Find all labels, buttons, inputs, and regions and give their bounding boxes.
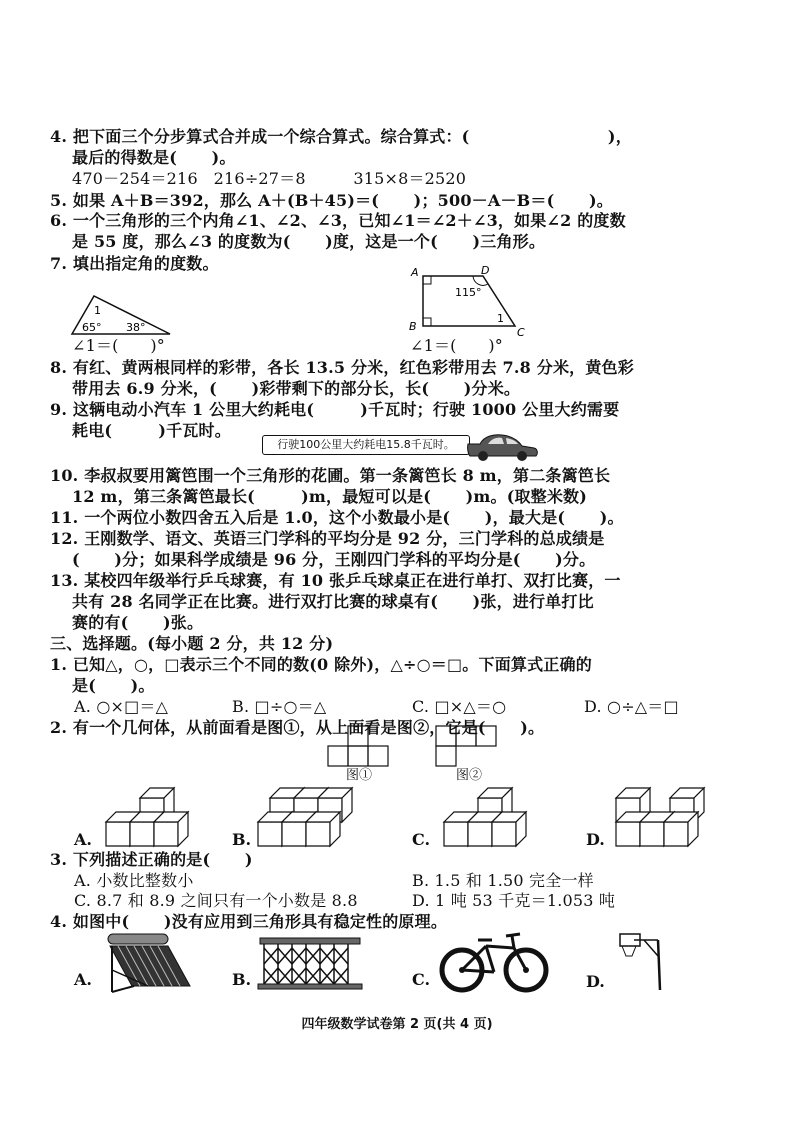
c2-label-a: A. (74, 830, 92, 849)
c4-label-c: C. (412, 970, 431, 989)
c3-option-b: B. 1.5 和 1.50 完全一样 (412, 871, 594, 890)
q13-line3: 赛的有( )张。 (72, 613, 204, 632)
q4-line1: 4. 把下面三个分步算式合并成一个综合算式。综合算式：( )， (50, 127, 632, 146)
folding-gate-icon (256, 934, 366, 994)
c2-label-b: B. (232, 830, 252, 849)
q10-line1: 10. 李叔叔要用篱笆围一个三角形的花圃。第一条篱笆长 8 m，第二条篱笆长 (50, 466, 611, 485)
figure-1-caption: 图① (346, 768, 373, 783)
car-icon (466, 432, 540, 462)
basketball-hoop-icon (614, 930, 674, 994)
triangle-figure (62, 290, 182, 340)
c1-option-d: D. ○÷△＝□ (584, 697, 679, 716)
angle-d-label: 115° (455, 286, 482, 299)
q9-line2: 耗电( )千瓦时。 (72, 421, 231, 440)
top-view-figure (434, 724, 504, 768)
c2-label-d: D. (586, 830, 605, 849)
c3-option-a: A. 小数比整数小 (74, 871, 194, 890)
c1-option-a: A. ○×□＝△ (74, 697, 169, 716)
bicycle-icon (438, 930, 550, 994)
c3-line1: 3. 下列描述正确的是( ) (50, 850, 253, 869)
speech-bubble: 行驶100公里大约耗电15.8千瓦时。 (262, 435, 470, 455)
section-3-title: 三、选择题。(每小题 2 分，共 12 分) (50, 634, 334, 653)
c4-label-a: A. (74, 970, 92, 989)
c1-line2: 是( )。 (72, 676, 155, 695)
figure-2-caption: 图② (456, 768, 483, 783)
q6-line1: 6. 一个三角形的三个内角∠1、∠2、∠3，已知∠1＝∠2＋∠3，如果∠2 的度数 (50, 211, 626, 230)
trapezoid-figure (405, 264, 535, 338)
c1-option-c: C. □×△＝○ (412, 697, 507, 716)
solar-heater-icon (104, 930, 196, 996)
c4-label-d: D. (586, 972, 605, 991)
cube-option-d (608, 786, 718, 848)
q12-line1: 12. 王刚数学、语文、英语三门学科的平均分是 92 分，三门学科的总成绩是 (50, 529, 605, 548)
q13-line2: 共有 28 名同学正在比赛。进行双打比赛的球桌有( )张，进行单打比 (72, 592, 594, 611)
vertex-d-label: D (481, 264, 490, 277)
q12-line2: ( )分；如果科学成绩是 96 分，王刚四门学科的平均分是( )分。 (72, 550, 596, 569)
q8-line2: 带用去 6.9 分米，( )彩带剩下的部分长，长( )分米。 (72, 379, 521, 398)
page-footer: 四年级数学试卷第 2 页(共 4 页) (301, 1017, 493, 1032)
triangle-right-angle-label: 38° (126, 321, 146, 334)
q10-line2: 12 m，第三条篱笆最长( )m，最短可以是( )m。(取整米数) (72, 487, 588, 506)
front-view-figure (326, 724, 396, 768)
q8-line1: 8. 有红、黄两根同样的彩带，各长 13.5 分米，红色彩带用去 7.8 分米，黄色彩 (50, 358, 634, 377)
q7-answer1: ∠1＝( )° (72, 336, 165, 355)
trapezoid-angle-1-label: 1 (497, 312, 504, 325)
q7-line1: 7. 填出指定角的度数。 (50, 254, 219, 273)
triangle-left-angle-label: 65° (82, 321, 102, 334)
c4-line1: 4. 如图中( )没有应用到三角形具有稳定性的原理。 (50, 912, 448, 931)
q4-line2: 最后的得数是( )。 (72, 148, 236, 167)
q7-answer2: ∠1＝( )° (410, 336, 503, 355)
c2-label-c: C. (412, 830, 431, 849)
c4-label-b: B. (232, 970, 252, 989)
c2-line1: 2. 有一个几何体，从前面看是图①，从上面看是图②，它是( )。 (50, 718, 545, 737)
c1-line1: 1. 已知△，○，□表示三个不同的数(0 除外)，△÷○＝□。下面算式正确的 (50, 655, 592, 674)
q4-equations: 470－254＝216 216÷27＝8 315×8＝2520 (72, 169, 467, 188)
cube-option-b (256, 786, 366, 848)
triangle-angle-1-label: 1 (94, 304, 101, 317)
q11-line1: 11. 一个两位小数四舍五入后是 1.0，这个小数最小是( )，最大是( )。 (50, 508, 624, 527)
cube-option-a (98, 786, 208, 848)
q5-line1: 5. 如果 A＋B＝392，那么 A＋(B＋45)＝( )；500－A－B＝( )。 (50, 191, 613, 210)
q6-line2: 是 55 度，那么∠3 的度数为( )度，这是一个( )三角形。 (72, 232, 546, 251)
q9-line1: 9. 这辆电动小汽车 1 公里大约耗电( )千瓦时；行驶 1000 公里大约需要 (50, 400, 620, 419)
c3-option-c: C. 8.7 和 8.9 之间只有一个小数是 8.8 (74, 891, 358, 910)
c1-option-b: B. □÷○＝△ (232, 697, 327, 716)
vertex-b-label: B (409, 320, 417, 333)
q13-line1: 13. 某校四年级举行乒乓球赛，有 10 张乒乓球桌正在进行单打、双打比赛，一 (50, 571, 621, 590)
vertex-a-label: A (411, 266, 419, 279)
c3-option-d: D. 1 吨 53 千克＝1.053 吨 (412, 891, 616, 910)
cube-option-c (436, 786, 546, 848)
vertex-c-label: C (517, 326, 525, 338)
